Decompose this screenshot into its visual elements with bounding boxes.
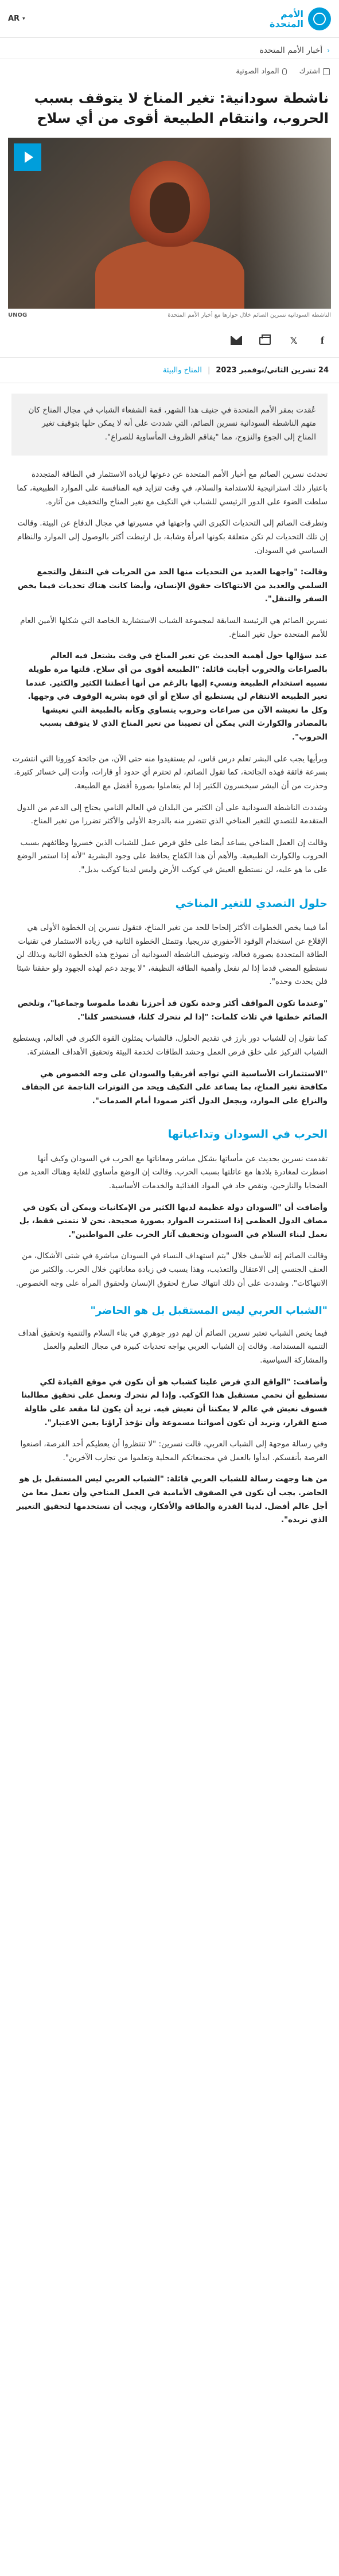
article-paragraph: وقالت الصائم إنه للأسف خلال "يتم استهداف النساء في السودان مباشرة في شتى الأشكال، من العنف الجنسي إلى الاعتقال والتعذيب، وهذا يسبب في زيادة معاناتهن خلال الحرب. والكثير من الانتهاكات". وشددت على أن ذلك انتهاك صارخ لحقوق الإنسان ولحقوق المرأة على وجه الخصوص.: [15, 1251, 328, 1288]
breadcrumb-link[interactable]: أخبار الأمم المتحدة: [259, 46, 323, 55]
article-paragraph: وفي رسالة موجهة إلى الشباب العربي، قالت نسرين: "لا تنتظروا أن يعطيكم أحد الفرصة، اصنعوا الفرصة بأنفسكم. ابدأوا بالعمل في مجتمعاتكم المحلية وتعلموا من تجارب الآخرين".: [20, 1439, 328, 1462]
paragraph-group-1: [11, 468, 328, 877]
video-figure-body: [95, 240, 244, 309]
article-paragraph: أما فيما يخص الخطوات الأكثر إلحاحا للحد من تغير المناخ، فتقول نسرين إن الخطوة الأولى هي الإقلاع عن استخدام الوقود الأحفوري تدريجيا. وتتمثل الخطوة الثانية في زيادة الاستثمار في تقنيات الطاقة المتجددة بصورة فعالة، وتوضيف الناشطة السودانية أن نموذج هذه الخطوة الثانية وبذلك لن نستطيع المضي قدما إذا لم نفعل وأهمية الطاقة النظيفة، "لا يوجد دعم لهذه الجهود ولو حققنا شيئا فلن يحدث وحده".: [16, 923, 328, 987]
microphone-icon: [282, 68, 287, 75]
article-body: [0, 468, 339, 1527]
logo-text: [270, 9, 303, 29]
paragraph-group-2: [11, 921, 328, 1108]
article-paragraph: من هنا وجهت رسالة للشباب العربي قائلة: "الشباب العربي ليس المستقبل بل هو الحاضر. يجب أن نكون في الصفوف الأمامية في العمل المناخي وأن نعمل معا من أجل عالم أفضل. لدينا القدرة والطاقة والأفكار، ويجب أن نستخدمها لتحقيق التغيير الذي نريده".: [16, 1474, 328, 1525]
meta-separator: |: [208, 365, 211, 375]
article-paragraph: وأضافت: "الواقع الذي فرض علينا كشباب هو أن نكون في موقع القيادة لكي نستطيع أن نحمي مستقبل هذا الكوكب. وإذا لم نتحرك ونعمل على تحقيق مطالبنا فسوف نعيش في عالم لا يمكننا أن نعيش فيه. نريد أن يكون لنا مقعد على طاولة صنع القرار، ونريد أن تكون أصواتنا مسموعة وأن تؤخذ آراؤنا بعين الاعتبار".: [21, 1377, 328, 1427]
article-paragraph: كما تقول إن للشباب دور بارز في تقديم الحلول، فالشباب يمثلون القوة الكبرى في العالم، ويستطيع الشباب التركيز على خلق فرص العمل وحشد الطاقات لخدمة البيئة وتحقيق الأهداف المشتركة.: [13, 1034, 328, 1057]
subheading-climate-solutions: حلول التصدي للتغير المناخي: [175, 897, 328, 910]
article-paragraph: "وعندما تكون المواقف أكثر وحدة نكون قد أحرزنا تقدما ملموسا وجماعيا"، وتلخص الصائم خطتها في ثلاث كلمات: "إذا لم نتحرك كلنا، فسنخسر كلنا".: [17, 999, 328, 1022]
x-icon[interactable]: 𝕏: [290, 335, 298, 347]
video-player[interactable]: [8, 138, 331, 309]
subscribe-label: اشترك: [299, 67, 320, 76]
subheading-war-in-sudan: الحرب في السودان وتداعياتها: [167, 1128, 328, 1141]
site-header: [0, 0, 339, 38]
links-row: [0, 59, 339, 81]
pullquote-arab-youth: "الشباب العربي ليس المستقبل بل هو الحاضر": [90, 1305, 328, 1317]
logo-text-line1: الأمم: [280, 8, 303, 20]
article-paragraph: نسرين الصائم هي الرئيسة السابقة لمجموعة الشباب الاستشارية الخاصة التي شكلها الأمين العام للأمم المتحدة حول تغير المناخ.: [20, 616, 328, 639]
article-paragraph: تحدثت نسرين الصائم مع أخبار الأمم المتحدة عن دعوتها لزيادة الاستثمار في الطاقة المتجددة باعتبار ذلك استراتيجية للاستدامة والسلام، في وقت تتزايد فيه المنافسة على الموارد الطبيعية، كما سلطت الضوء على الدور الرئيسي للشباب في التكيف مع تغير المناخ والتخفيف من آثاره.: [17, 470, 328, 507]
logo-text-line2: المتحدة: [270, 18, 303, 29]
printer-icon[interactable]: [259, 334, 271, 347]
chevron-left-icon: ‹: [327, 46, 330, 55]
article-paragraph: عند سؤالها حول أهمية الحديث عن تغير المناخ في وقت يشتعل فيه العالم بالصراعات والحروب أجابت قائلة: "الطبيعة أقوى من أي سلاح. قلتها مرة طويلة نسبيه استخدام الطبيعة ونسيء إليها بالرغم من أنها أعطتنا الكثير والكثير. عندما تغير الطبيعة الانتقام لن يستطيع أي سلاح أو أي قوة بشرية الوقوف في وجهها. وكل ما تعيشه الآن من صراعات وحروب يتساوي وكأنه بالطبيعة التي نعيشها بالمصادر والكوارث التي يمكن أن تصيبنا من تغير المناخ الذي لا يتوقف بسبب الحروب".: [26, 651, 328, 742]
article-meta: [0, 357, 339, 383]
article-summary: عُقدت بمقر الأمم المتحدة في جنيف هذا الشهر، قمة الشفعاء الشباب في مجال المناخ كان متهم الناشطة السودانية نسرين الصائم، التي شددت على أنه لا يمكن حلها بتوقيف تغير المناخ إلى الجوع والنزوح، مما "يفاقم الظروف المأساوية للصراع".: [11, 394, 328, 456]
caption-text: الناشطة السودانية نسرين الصائم خلال حوارها مع أخبار الأمم المتحدة: [167, 312, 331, 318]
media-caption: [8, 309, 331, 323]
article-date: 24 تشرين الثاني/نوفمبر 2023: [216, 365, 329, 375]
envelope-icon[interactable]: [230, 334, 243, 347]
breadcrumb: [0, 38, 339, 59]
play-icon[interactable]: [14, 143, 41, 171]
language-selector[interactable]: [8, 14, 25, 23]
article-paragraph: "الاستثمارات الأساسية التي تواجه أفريقيا والسودان على وجه الخصوص هي مكافحة تغير المناخ، بما يساعد على التكيف ويحد من التوترات الناجمة عن الجفاف والنزاع على الموارد، ويجعل الدول أكثر صمودا أمام الصدمات".: [21, 1069, 328, 1106]
share-bar: [0, 323, 339, 357]
un-logo[interactable]: [270, 7, 331, 30]
paragraph-group-4: [11, 1327, 328, 1527]
article-paragraph: وتطرقت الصائم إلى التحديات الكبرى التي واجهتها في مسيرتها في مجال الدفاع عن البيئة. وقالت إن تلك التحديات لم تكن متعلقة بكونها امرأة وشابة، بل ارتبطت أكثر بالوصول إلى الموارد والنظام السياسي في السودان.: [17, 519, 328, 555]
audio-label: المواد الصوتية: [236, 67, 279, 76]
language-label: AR: [8, 14, 20, 23]
audio-link[interactable]: [236, 67, 286, 76]
un-emblem-icon: [308, 7, 331, 30]
article-paragraph: تقدمت نسرين بحديث عن مأساتها بشكل مباشر ومعاناتها مع الحرب في السودان وكيف أنها اضطرت لمغادرة بلادها مع عائلتها بسبب الحرب. وقالت إن الوضع مأساوي للغاية وهناك العديد من الضحايا والنازحين، ونقص حاد في المواد الغذائية والخدمات الأساسية.: [18, 1154, 328, 1190]
article-paragraph: وقالت إن العمل المناخي يساعد أيضا على خلق فرص عمل للشباب الذين خسروا وظائفهم بسبب الحروب والكوارث الطبيعية. والأهم أن هذا الكفاح يحافظ على وجود البشرية "لأنه إذا استمر الوضع على ما هو عليه، لن نستطيع العيش في كوكب الأرض وليس لدينا كوكب بديل".: [17, 838, 328, 875]
article-paragraph: وقالت: "واجهنا العديد من التحديات منها الحد من الحريات في التنقل والتجمع السلمي والعديد من الانتهاكات حقوق الإنسان، وأيضا كانت هناك تحديات فيما يخص السفر والتنقل".: [17, 567, 328, 604]
article-paragraph: وبرأيها يجب على البشر تعلم درس قاس، لم يستفيدوا منه حتى الآن، من جائحة كورونا التي انتشرت بسرعة فائقة فهذه الجائحة، كما تقول الصائم، لم تحترم أي حدود أو قارات، وأدت إلى خسائر كثيرة. وحذرت من أن البشر سيخسرون الكثير إذا لم يتعاملوا بصورة أفضل مع الطبيعة.: [12, 754, 328, 791]
article-paragraph: وشددت الناشطة السودانية على أن الكثير من البلدان في العالم النامي يحتاج إلى الدعم من الدول المتقدمة للتصدي للتغير المناخي الذي تتضرر منه بالدرجة الأولى والأكثر تضررا من تغير المناخ.: [17, 803, 328, 826]
paragraph-group-3: [11, 1153, 328, 1291]
caption-credit: UNOG: [8, 312, 28, 318]
facebook-icon[interactable]: f: [321, 334, 324, 347]
topic-link[interactable]: المناخ والبيئة: [162, 365, 202, 375]
video-figure-face: [150, 182, 190, 233]
article-headline: ناشطة سودانية: تغير المناخ لا يتوقف بسبب الحروب، وانتقام الطبيعة أقوى من أي سلاح: [34, 90, 329, 126]
subscribe-icon: [323, 68, 330, 75]
article-paragraph: فيما يخص الشباب تعتبر نسرين الصائم أن لهم دور جوهري في بناء السلام والتنمية وتحقيق أهداف التنمية المستدامة. وقالت إن الشباب العربي يواجه تحديات كبيرة في مجال التعليم والعمل والمشاركة السياسية.: [18, 1328, 328, 1365]
chevron-down-icon: ▾: [22, 15, 25, 22]
video-background: [239, 138, 331, 309]
subscribe-link[interactable]: [299, 67, 330, 76]
article-paragraph: وأضافت أن "السودان دولة عظيمة لديها الكثير من الإمكانيات ويمكن أن يكون في مصاف الدول العظمى إذا استثمرت الموارد بصورة صحيحة. نحن لا نتمنى فقط، بل نعمل لبناء السلام في السودان وتخفيف آثار الحرب على المواطنين".: [19, 1203, 328, 1239]
